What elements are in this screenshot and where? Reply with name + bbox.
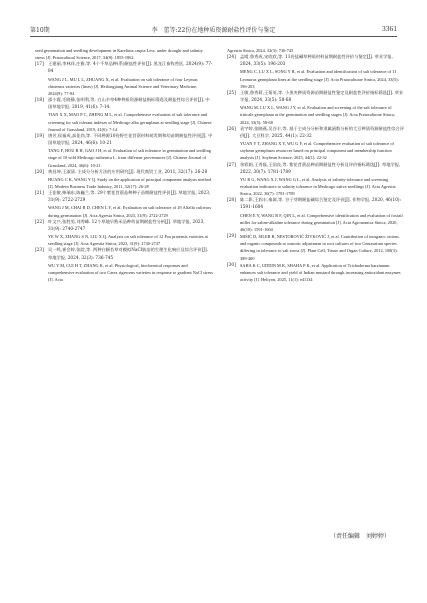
reference-entry	[227, 90, 405, 126]
reference-chinese-text: 王建丽,李林祥,庄雅,等. 4个千草品种(系)耐盐性评价[J]. 黑龙江畜牧兽医, 2024(9): 77-84	[48, 62, 213, 75]
reference-english-text: YE W X, ZHANG S N, LIU X Q. Analysis on salt tolerance of 12 Poa pratensis varieties at seedling stage [J]. Acta Agrestia Sinica, 2023, 31(9): 2740-2747	[48, 234, 208, 247]
reference-chinese-text: 孟晴,鲁秀成,宋欣欣,等. 11份盐碱草种质材料苗期耐盐性评价与鉴定[J]. 草业学报, 2024, 33(5): 196-203	[240, 55, 393, 68]
reference-entry	[227, 262, 405, 283]
reference-entry	[35, 219, 213, 248]
reference-english-text: MIŠIĆ D, ŠILER B, NESTOROVIĆ ŽIVKOVIĆ J, et al. Contribution of inorganic cations and organic compounds to osmotic adjustment in root cultures of two Centaurium species differing in tolerance to salt stress [J]. Plant Cell, Tissue and Organ Culture, 2012, 108(3): 389-400	[240, 234, 400, 261]
reference-entry	[35, 47, 213, 61]
reference-number: [24]	[227, 55, 236, 61]
reference-chinese-text: 王佳敏,柴瑞东,陈巍兰,等. 29个紫花苜蓿品种种子苗期耐盐性评价[J]. 草地学报, 2023, 31(9): 2722-2729	[48, 191, 211, 204]
reference-number: [27]	[227, 162, 236, 168]
reference-english-text: WANG J M, CHAI R D, CHEN L Y, et al. Evaluation on salt tolerance of 29 Alfalfa cultivars during germination [J]. Acta Agresia Sinica, 2023, 31(9): 2722-2729	[48, 205, 212, 218]
reference-entry	[35, 169, 213, 190]
reference-chinese-text: 叶文兴,张胜男,刘秀峰. 12个草地早熟禾品种幼苗期耐盐性分析[J]. 草地学报, 2023, 31(9): 2740-2747	[48, 219, 205, 232]
reference-entry	[35, 190, 213, 219]
reference-chinese-text: 唐芳,侯福成,高佳尚,等. 不同种源10份野生花苜蓿材料萌发期和幼苗期耐盐性评价[J]. 中国草地学报, 2024, 46(6): 10-21	[48, 133, 213, 147]
reference-chinese-text: 王敏,鲁秀莉,王菊英,等. 小黑麦种质资源苗期耐盐性鉴定及耐盐性评价指标筛选[J]. 草业学报, 2024, 33(5): 58-68	[240, 90, 404, 104]
reference-english-text: YUAN Y T, ZHANG X Y, WU G F, et al. Comprehensive evaluation of salt tolerance of soybean germplasm resources based on principal component and membership function analysis [J]. Soybean Science, 2025, 44(1): 22-32	[240, 141, 395, 161]
reference-english-text: WANG M, LU X L, WANG J Y, et al. Evaluation and screening of the salt tolerance of triticale germplasm at the germination and seedling stages [J]. Acta Prataculturae Sinica, 2024, 33(5): 58-68	[240, 105, 395, 125]
reference-entry	[35, 61, 213, 97]
reference-number: [30]	[227, 262, 236, 268]
reference-number: [26]	[227, 126, 236, 132]
running-title: 李 蕾等:22份在地种质资源耐盐性评价与鉴定	[151, 27, 276, 34]
reference-english-text: Agrestia Sinica, 2024, 32(3): 736-745	[227, 48, 294, 53]
reference-english-text: WU Y M, CUI H T, ZHANG K, et al. Physiological, biochemical responses and comprehensive evaluation of two Carex rigescens varieties in response to gradient NaCl stress [J]. Acta	[48, 262, 213, 282]
reference-english-text: CHEN E Y, WANG R F, QIN L, et al. Comprehensive identification and evaluation of foxtail millet for saline-alkaline tolerance during germination [J]. Acta Agronomica Sinica, 2020, 46(10): 1591-1604	[240, 212, 403, 232]
reference-number: [29]	[227, 234, 236, 240]
running-header	[30, 24, 397, 37]
reference-number: [21]	[35, 191, 44, 197]
references-left-column	[35, 47, 213, 283]
reference-number: [18]	[35, 98, 44, 104]
reference-number: [25]	[227, 90, 236, 96]
reference-chinese-text: 邵小霞,毛晓静,张明利,等. 白山羊草4种种质资源耐盐指标筛选及耐盐性综合评价[J]. 中国草地学报, 2019, 41(6): 7-14.	[48, 98, 210, 111]
reference-number: [28]	[227, 198, 236, 204]
reference-chinese-text: 吴一鸣,崔会婷,张院,等. 两种白颖苔草对模拟NaCl胁迫的生理生化响应及综合评价[J]. 草地学报, 2024, 32(3): 736-745	[48, 248, 208, 261]
reference-entry	[227, 233, 405, 262]
reference-entry	[227, 126, 405, 162]
reference-entry	[227, 54, 405, 90]
reference-number: [22]	[35, 219, 44, 225]
responsible-editor: （责任编辑 刘婷婷）	[330, 533, 391, 540]
reference-entry	[35, 97, 213, 133]
reference-english-text: TANG F, HOU R H, GAO J H, et al. Evaluation of salt tolerance in germination and seedling stage of 10 wild Medicago ruthenica L. from different provenances [J]. Chinese Journal of Grassland, 2024, 46(6): 10-21	[48, 148, 211, 168]
reference-english-text: HUANG C K, WANG Y Q. Study on the application of principal component analysis method [J]. Modern Business Trade Industry, 2011, 32(17): 26-28	[48, 176, 212, 189]
reference-english-text: TIAN X X, MAO P C, ZHENG M L, et al. Comprehensive evaluation of salt tolerance and screening for salt tolerant indexes of Medicago albo germplasm at seedling stage [J]. Chinese Journal of Grassland, 2019, 41(6): 7-14	[48, 112, 212, 132]
reference-entry	[227, 47, 405, 54]
reference-english-text: SAHA K C, UDDIN M K, SHAHA P K, et al. Application of Trichoderma harzianum enhances salt tolerance and yield of Indian mustard through increasing antioxidant enzymes activity [J]. Heliyon, 2025, 11(1): e41134	[240, 262, 401, 282]
reference-chinese-text: 黄昌坤,王淑清. 主成分分析方法的应用研究[J]. 现代商贸工业, 2011, 32(17): 26-28	[48, 169, 208, 175]
reference-english-text: MENG C, LU X L, SONG Y R, et al. Evaluation and identification of salt tolerance of 11 Leonurus germplasm lines at the seedling stage [J]. Acta Prataculturae Sinica, 2024, 33(5): 196-203	[240, 69, 399, 89]
reference-english-text: seed germination and seedling development in Karelinia caspia Less. under drought and salinity stress [J]. Pratacultural Science, 2017, 34(9): 1855-1862	[35, 48, 203, 61]
page-number: 3361	[382, 24, 397, 33]
reference-entry	[35, 133, 213, 169]
reference-number: [19]	[35, 133, 44, 139]
reference-entry	[35, 247, 213, 283]
reference-english-text: WANG J L, MU L L, ZHUANG X, et al. Evaluation on salt tolerance of four Leymus chinensis varieties (lines) [J]. Heilongjiang Animal Science and Veterinary Medicine, 2024(9): 77-84	[48, 76, 198, 96]
reference-entry	[227, 162, 405, 198]
reference-chinese-text: 余彩娟,王秀磊,王国良,等. 紫花苜蓿品种苗期耐盐性分析及评价指标筛选[J]. 草地学报, 2022, 30(7): 1781-1789	[240, 162, 401, 175]
reference-entry	[227, 197, 405, 233]
reference-chinese-text: 袁宇婷,张晓燕,吴谷丰,等. 基于主成分分析和隶属函数分析的大豆种质资源耐盐性综合评价[J]. 大豆科学, 2025, 44(1): 22-32	[240, 126, 405, 139]
reference-number: [23]	[35, 248, 44, 254]
reference-number: [20]	[35, 169, 44, 175]
references-right-column	[227, 47, 405, 283]
reference-number: [17]	[35, 62, 44, 68]
reference-chinese-text: 陈二影,王润丰,秦嶺,等. 谷子芽期耐盐碱综合鉴定及评价[J]. 作物学报, 2020, 46(10): 1591-1604	[240, 198, 402, 211]
issue-label: 第10期	[30, 27, 50, 34]
reference-english-text: YU R G, WANG X J, WANG G L, et al. Analysis of salinity-tolerance and screening evaluation indicators to salinity tolerance in Medicago sativa seedlings [J]. Acta Agrestia Sinica, 2022, 30(7): 1781-1789	[240, 176, 396, 197]
